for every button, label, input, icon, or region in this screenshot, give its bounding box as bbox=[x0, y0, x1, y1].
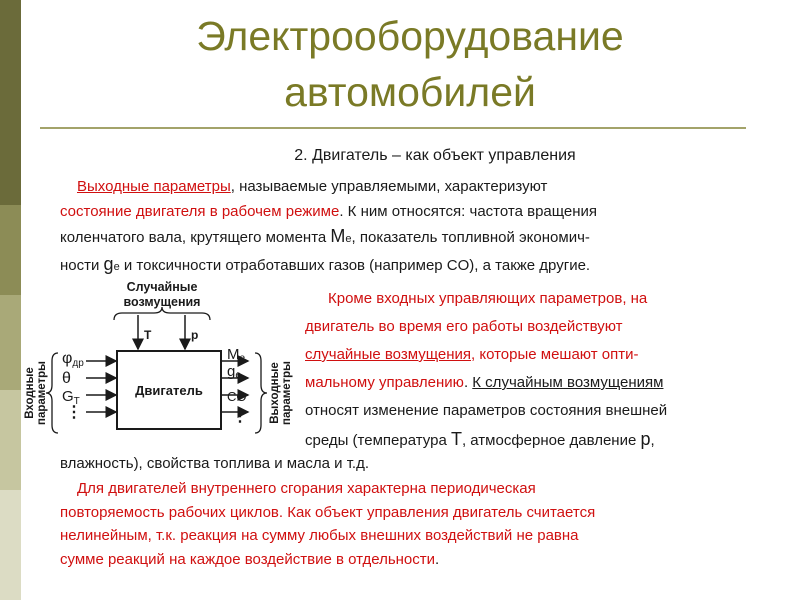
term-random-disturbances: случайные возмущения bbox=[305, 346, 471, 363]
sidebar-block bbox=[0, 390, 21, 490]
text-line: повторяемость рабочих циклов. Как объект управления двигатель считается bbox=[60, 503, 596, 521]
output-M: Me bbox=[227, 346, 246, 364]
text-line: Для двигателей внутреннего сгорания характерна периодическая bbox=[77, 480, 536, 497]
text-fragment: . bbox=[435, 550, 440, 568]
label-T: T bbox=[144, 328, 152, 342]
paragraph-output-params bbox=[60, 175, 780, 279]
output-brace bbox=[255, 353, 267, 433]
engine-block-diagram bbox=[22, 275, 302, 440]
text-line bbox=[305, 369, 785, 397]
text-fragment: , называемые управляемыми, характеризуют bbox=[230, 178, 548, 195]
paragraph-nonlinear bbox=[60, 477, 800, 571]
term-engine-state: состояние двигателя в рабочем режиме bbox=[60, 202, 340, 220]
sidebar-block bbox=[0, 0, 21, 205]
text-line: относят изменение параметров состояния внешней bbox=[305, 402, 668, 419]
input-phi: φдр bbox=[62, 350, 84, 369]
text-line bbox=[305, 341, 785, 369]
text-fragment: , атмосферное давление bbox=[461, 432, 641, 449]
output-ellipsis: ⋮ bbox=[232, 408, 248, 425]
text-line bbox=[60, 175, 780, 200]
disturbance-label-line2: возмущения bbox=[123, 295, 201, 309]
output-label-line2: параметры bbox=[281, 361, 293, 425]
text-line bbox=[305, 425, 785, 455]
section-subtitle: 2. Двигатель – как объект управления bbox=[294, 147, 576, 164]
text-fragment: сумме реакций на каждое воздействие в отдельности bbox=[60, 550, 436, 568]
text-fragment: среды (температура bbox=[305, 432, 451, 449]
symbol-subscript: e bbox=[113, 260, 120, 273]
input-ellipsis: ⋮ bbox=[66, 404, 82, 421]
label-p: p bbox=[191, 328, 199, 342]
page-title-line1: Электрооборудование bbox=[196, 13, 624, 59]
input-label-line1: Входные bbox=[24, 367, 36, 419]
text-fragment: . bbox=[463, 374, 473, 391]
engine-box-label: Двигатель bbox=[135, 383, 203, 398]
text-fragment: , которые мешают опти- bbox=[471, 346, 639, 363]
symbol-subscript: e bbox=[345, 233, 352, 245]
sidebar-block bbox=[0, 205, 21, 295]
symbol-g: g bbox=[103, 253, 114, 274]
page-title-line2: автомобилей bbox=[284, 69, 536, 115]
text-line: двигатель во время его работы воздействуют bbox=[305, 318, 623, 335]
text-line bbox=[60, 200, 780, 225]
text-fragment: и токсичности отработавших газов (например CO), а также другие. bbox=[119, 256, 591, 274]
output-label-line1: Выходные bbox=[269, 362, 281, 424]
text-fragment: . К ним относятся: частота вращения bbox=[339, 202, 598, 220]
term-output-params: Выходные параметры bbox=[77, 178, 231, 195]
output-CO: CO bbox=[227, 389, 247, 404]
input-label-line2: параметры bbox=[36, 361, 48, 425]
term-random-disturbances-2: К случайным возмущениям bbox=[472, 374, 664, 391]
text-fragment: мальному управлению bbox=[305, 374, 464, 391]
symbol-T: T bbox=[450, 429, 462, 449]
symbol-M: M bbox=[330, 226, 346, 246]
paragraph-random-disturbances bbox=[305, 285, 785, 455]
text-line: Кроме входных управляющих параметров, на bbox=[328, 290, 648, 307]
title-divider bbox=[40, 127, 746, 129]
symbol-p: p bbox=[640, 429, 651, 449]
page-title bbox=[40, 8, 780, 120]
input-G: $G_T$ bbox=[62, 388, 80, 407]
text-fragment: , bbox=[650, 432, 655, 449]
text-line: влажность), свойства топлива и масла и т.д. bbox=[60, 455, 370, 472]
text-fragment: , показатель топливной экономич- bbox=[351, 229, 590, 246]
text-fragment: ности bbox=[60, 256, 104, 274]
sidebar-block bbox=[0, 295, 21, 390]
text-line bbox=[60, 224, 780, 252]
sidebar-decoration bbox=[0, 0, 21, 600]
text-line: нелинейным, т.к. реакция на сумму любых внешних воздействий не равна bbox=[60, 527, 579, 544]
text-line bbox=[60, 548, 800, 572]
sidebar-block bbox=[0, 490, 21, 600]
text-fragment: коленчатого вала, крутящего момента bbox=[60, 229, 331, 246]
disturbance-label-line1: Случайные bbox=[126, 280, 198, 294]
output-g: ge bbox=[227, 363, 241, 381]
input-theta: θ bbox=[62, 370, 71, 387]
